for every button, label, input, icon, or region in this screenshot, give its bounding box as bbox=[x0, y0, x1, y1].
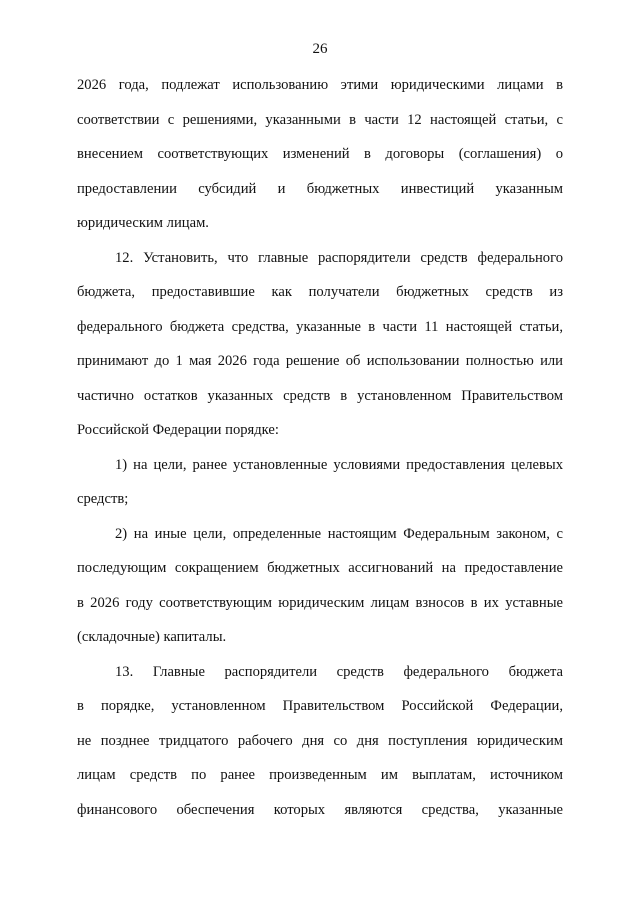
text-line: 1) на цели, ранее установленные условиями предоставления целевых bbox=[115, 456, 563, 473]
text-line: Российской Федерации порядке: bbox=[77, 422, 279, 438]
page-number: 26 bbox=[312, 41, 328, 57]
text-line: внесением соответствующих изменений в договоры (соглашения) о bbox=[77, 146, 563, 162]
text-line: 2026 года, подлежат использованию этими юридическими лицами в bbox=[77, 77, 563, 93]
paragraph-continuation bbox=[77, 68, 563, 241]
paragraph-item-13 bbox=[77, 655, 563, 828]
text-line: лицам средств по ранее произведенным им выплатам, источником bbox=[77, 767, 563, 783]
text-line: юридическим лицам. bbox=[77, 215, 209, 231]
text-line: (складочные) капиталы. bbox=[77, 629, 227, 645]
text-line: предоставлении субсидий и бюджетных инвестиций указанным bbox=[77, 180, 563, 197]
document-body bbox=[77, 68, 563, 827]
text-line: последующим сокращением бюджетных ассигнований на предоставление bbox=[77, 560, 563, 576]
text-line: в 2026 году соответствующим юридическим лицам взносов в их уставные bbox=[77, 594, 563, 611]
paragraph-subitem-1 bbox=[77, 448, 563, 517]
text-line: не позднее тридцатого рабочего дня со дня поступления юридическим bbox=[77, 732, 563, 749]
text-line: бюджета, предоставившие как получатели бюджетных средств из bbox=[77, 284, 563, 300]
text-line: 13. Главные распорядители средств федерального бюджета bbox=[115, 663, 563, 680]
text-line: принимают до 1 мая 2026 года решение об использовании полностью или bbox=[77, 353, 563, 369]
text-line: соответствии с решениями, указанными в части 12 настоящей статьи, с bbox=[77, 111, 563, 128]
paragraph-item-12 bbox=[77, 241, 563, 448]
paragraph-subitem-2 bbox=[77, 517, 563, 655]
text-line: средств; bbox=[77, 491, 129, 507]
text-line: в порядке, установленном Правительством Российской Федерации, bbox=[77, 698, 563, 714]
text-line: финансового обеспечения которых являются средства, указанные bbox=[77, 801, 563, 818]
text-line: 12. Установить, что главные распорядители средств федерального bbox=[115, 249, 563, 266]
text-line: федерального бюджета средства, указанные в части 11 настоящей статьи, bbox=[77, 318, 563, 335]
text-line: частично остатков указанных средств в установленном Правительством bbox=[77, 387, 563, 404]
text-line: 2) на иные цели, определенные настоящим Федеральным законом, с bbox=[115, 525, 563, 542]
